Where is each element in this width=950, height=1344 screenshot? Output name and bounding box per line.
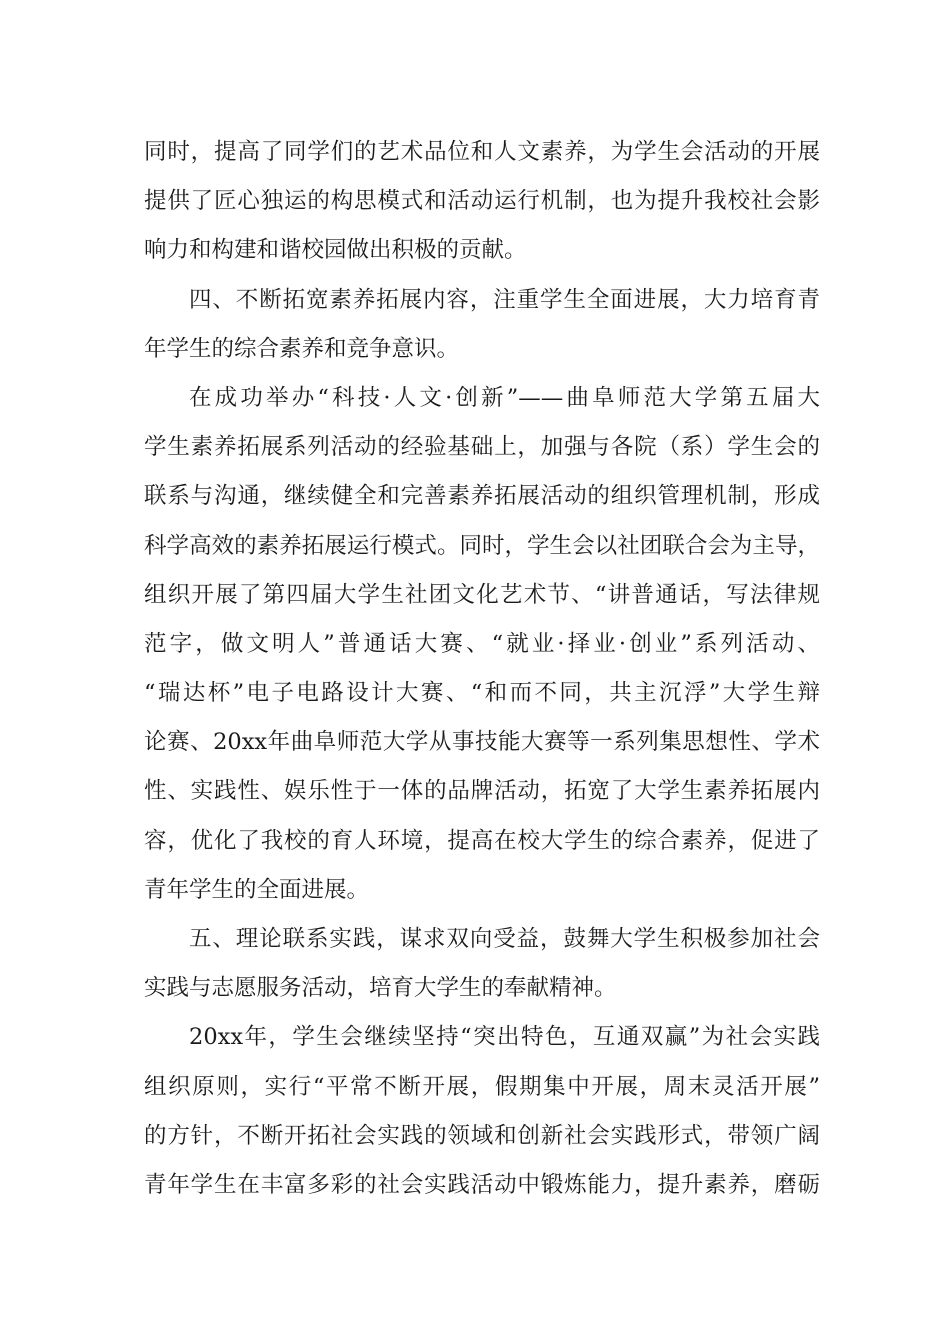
text-line: 范字，做文明人”普通话大赛、“就业·择业·创业”系列活动、	[144, 630, 820, 657]
text-line: 的方针，不断开拓社会实践的领域和创新社会实践形式，带领广阔	[144, 1122, 820, 1149]
text-line: 容，优化了我校的育人环境，提高在校大学生的综合素养，促进了	[144, 827, 820, 854]
text-line: 20xx年，学生会继续坚持“突出特色，互通双赢”为社会实践	[189, 1024, 820, 1051]
text-line: 在成功举办“科技·人文·创新”——曲阜师范大学第五届大	[189, 384, 820, 411]
text-line: 青年学生的全面进展。	[144, 876, 370, 903]
text-line: 学生素养拓展系列活动的经验基础上，加强与各院（系）学生会的	[144, 434, 820, 461]
text-line: 组织开展了第四届大学生社团文化艺术节、“讲普通话，写法律规	[144, 581, 820, 608]
text-line: 性、实践性、娱乐性于一体的品牌活动，拓宽了大学生素养拓展内	[144, 778, 820, 805]
text-line: “瑞达杯”电子电路设计大赛、“和而不同，共主沉浮”大学生辩	[144, 680, 820, 707]
text-line: 青年学生在丰富多彩的社会实践活动中锻炼能力，提升素养，磨砺	[144, 1171, 820, 1198]
section-heading-line: 年学生的综合素养和竞争意识。	[144, 335, 460, 362]
section-heading-line: 实践与志愿服务活动，培育大学生的奉献精神。	[144, 975, 617, 1002]
text-line: 提供了匠心独运的构思模式和活动运行机制，也为提升我校社会影	[144, 188, 820, 215]
section-heading-line: 四、不断拓宽素养拓展内容，注重学生全面进展，大力培育青	[189, 286, 820, 313]
body-text	[144, 128, 820, 1210]
text-line: 科学高效的素养拓展运行模式。同时，学生会以社团联合会为主导，	[144, 532, 820, 559]
text-line: 联系与沟通，继续健全和完善素养拓展活动的组织管理机制，形成	[144, 483, 820, 510]
text-line: 论赛、20xx年曲阜师范大学从事技能大赛等一系列集思想性、学术	[144, 729, 820, 756]
text-line: 同时，提高了同学们的艺术品位和人文素养，为学生会活动的开展	[144, 139, 820, 165]
text-line: 响力和构建和谐校园做出积极的贡献。	[144, 237, 527, 264]
section-heading-line: 五、理论联系实践，谋求双向受益，鼓舞大学生积极参加社会	[189, 926, 820, 952]
text-line: 组织原则，实行“平常不断开展，假期集中开展，周末灵活开展”	[144, 1073, 820, 1100]
